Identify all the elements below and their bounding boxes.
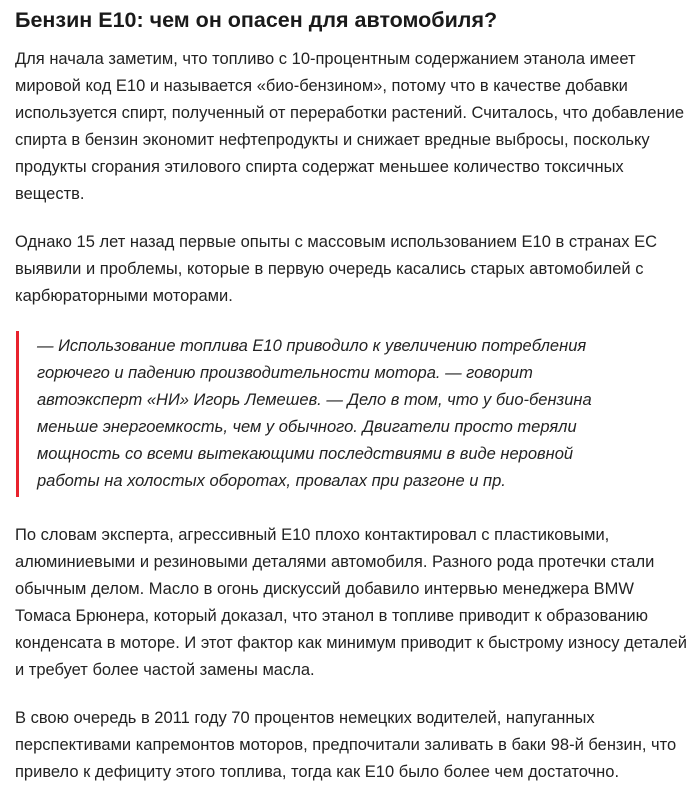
article-title: Бензин Е10: чем он опасен для автомобиля?: [15, 8, 498, 32]
expert-quote: — Использование топлива Е10 приводило к увеличению потребления горючего и падению производительности мотора. — говорит автоэксперт «НИ» Игорь Лемешев. — Дело в том, что у био-бензина меньше энергоемкость, чем у обычного. Двигатели просто теряли мощность со всеми вытекающими последствиями в виде неровной работы на холостых оборотах, провалах при разгоне и пр.: [16, 331, 616, 497]
article-paragraph-conclusion: В свою очередь в 2011 году 70 процентов немецких водителей, напуганных перспективами капремонтов моторов, предпочитали заливать в баки 98-й бензин, что привело к дефициту этого топлива, тогда как Е10 было более чем достаточно.: [15, 709, 677, 781]
article-paragraph-expert-details: По словам эксперта, агрессивный Е10 плохо контактировал с пластиковыми, алюминиевыми и резиновыми деталями автомобиля. Разного рода протечки стали обычным делом. Масло в огонь дискуссий добавило интервью менеджера BMW Томаса Брюнера, который доказал, что этанол в топливе приводит к образованию конденсата в моторе. И этот фактор как минимум приводит к быстрому износу деталей и требует более частой замены масла.: [15, 526, 687, 679]
article-paragraph-intro: Для начала заметим, что топливо с 10-процентным содержанием этанола имеет мировой код Е10 и называется «био-бензином», потому что в качестве добавки используется спирт, полученный от переработки растений. Считалось, что добавление спирта в бензин экономит нефтепродукты и снижает вредные выбросы, поскольку продукты сгорания этилового спирта содержат меньшее количество токсичных веществ.: [15, 50, 685, 203]
article-paragraph-problems: Однако 15 лет назад первые опыты с массовым использованием Е10 в странах ЕС выявили и проблемы, которые в первую очередь касались старых автомобилей с карбюраторными моторами.: [15, 233, 658, 305]
